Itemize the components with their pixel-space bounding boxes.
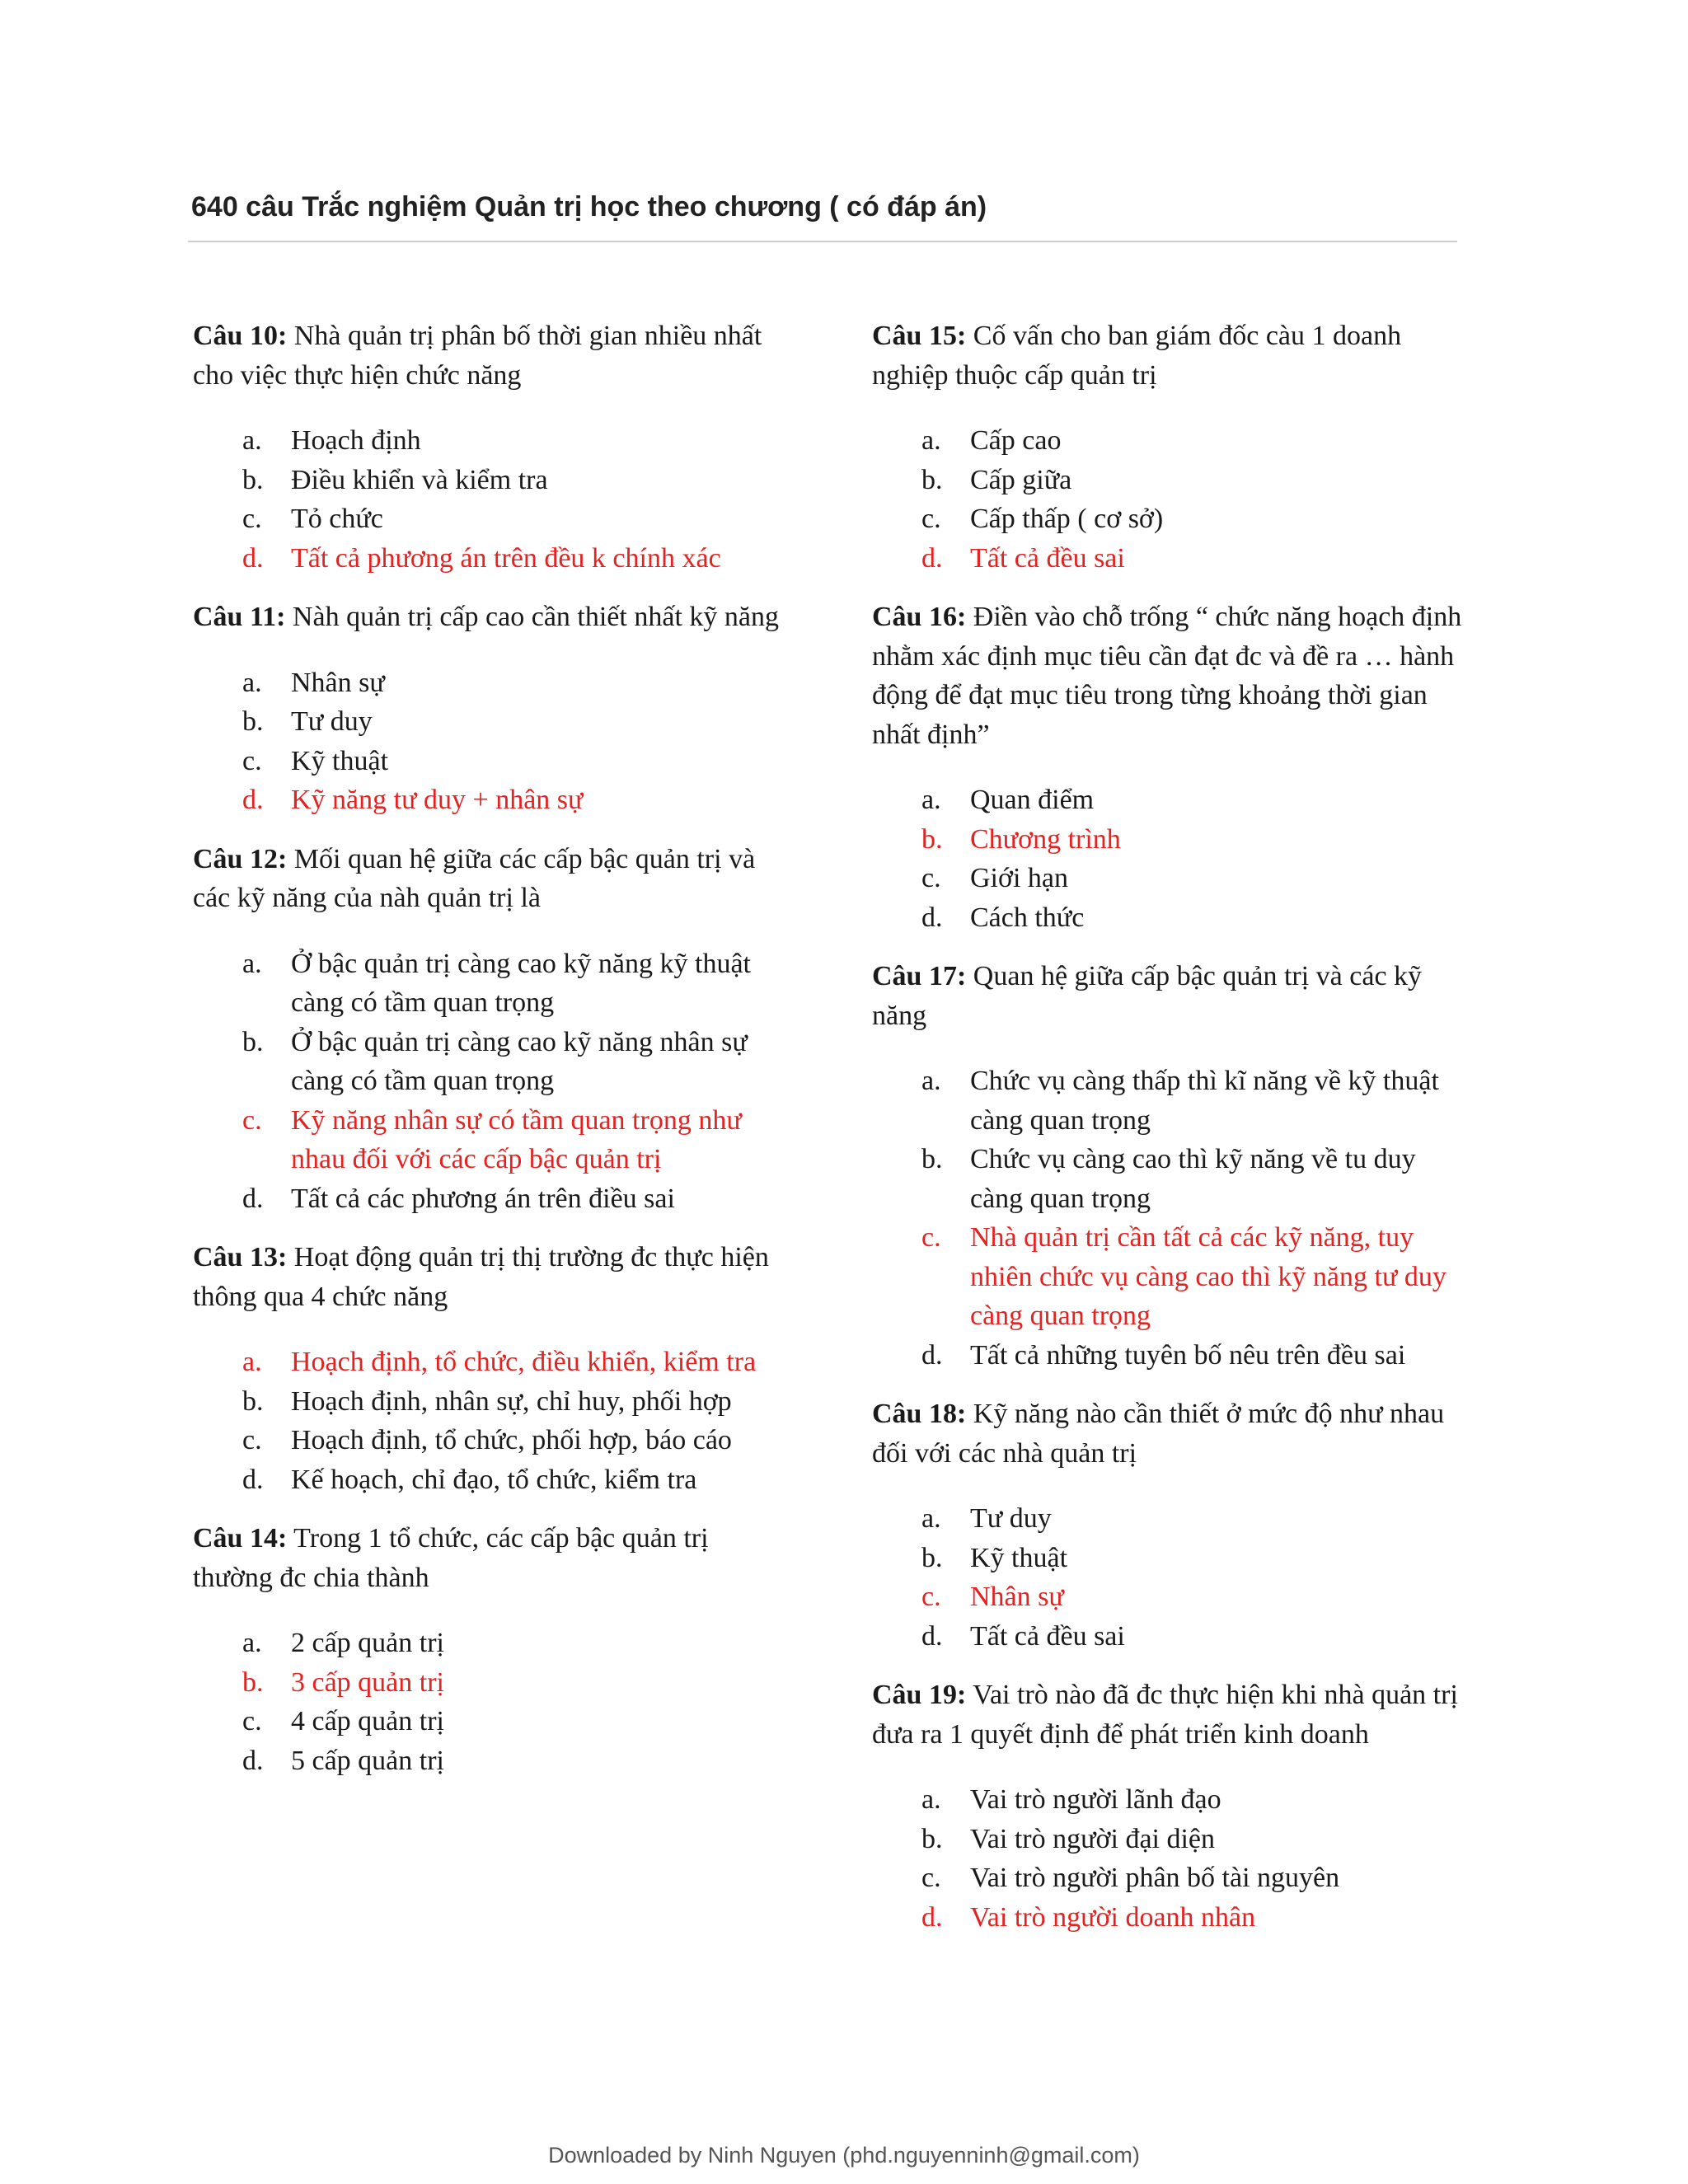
answer-option	[193, 1741, 795, 1781]
option-text: Kỹ năng tư duy + nhân sự	[291, 785, 584, 815]
option-letter: d.	[921, 542, 943, 574]
answer-options	[193, 421, 795, 578]
answer-options	[193, 1624, 795, 1780]
question-number: Câu 12:	[193, 843, 288, 874]
question-text	[193, 316, 795, 395]
question-number: Câu 16:	[872, 602, 967, 632]
question-text	[872, 1675, 1465, 1754]
answer-option	[872, 1539, 1465, 1578]
option-letter: b.	[921, 1542, 943, 1573]
option-letter: c.	[242, 1706, 262, 1736]
answer-options	[872, 780, 1465, 937]
answer-option	[193, 1460, 795, 1500]
option-letter: a.	[242, 1347, 262, 1377]
option-letter: d.	[242, 1464, 264, 1495]
download-footer: Downloaded by Ninh Nguyen (phd.nguyenninh@gmail.com)	[548, 2143, 1140, 2168]
answer-options	[872, 1499, 1465, 1656]
option-text: Ở bậc quản trị càng cao kỹ năng kỹ thuật càng có tầm quan trọng	[291, 948, 751, 1018]
question-text	[193, 598, 795, 637]
answer-option	[193, 499, 795, 539]
option-text: Cấp giữa	[970, 464, 1072, 495]
option-letter: a.	[242, 425, 262, 456]
answer-options	[872, 421, 1465, 578]
right-column	[872, 316, 1465, 1957]
option-text: Hoạch định, nhân sự, chỉ huy, phối hợp	[291, 1385, 732, 1417]
option-text: 2 cấp quản trị	[291, 1628, 444, 1658]
option-text: Hoạch định, tổ chức, phối hợp, báo cáo	[291, 1425, 732, 1455]
option-letter: a.	[242, 667, 262, 698]
option-text: Kỹ thuật	[970, 1542, 1068, 1573]
answer-option	[872, 780, 1465, 820]
question-block	[193, 316, 795, 578]
answer-options	[193, 944, 795, 1219]
question-block	[193, 1238, 795, 1499]
question-block	[193, 840, 795, 1219]
correct-answer-option	[872, 539, 1465, 579]
option-letter: b.	[242, 1385, 264, 1417]
option-text: Kỹ năng nhân sự có tầm quan trọng như nhau đối với các cấp bậc quản trị	[291, 1104, 742, 1174]
option-letter: d.	[242, 1745, 264, 1776]
question-block	[872, 1394, 1465, 1656]
option-letter: a.	[921, 425, 941, 456]
question-text	[193, 840, 795, 918]
question-text	[872, 316, 1465, 395]
question-block	[872, 316, 1465, 578]
option-letter: b.	[921, 464, 943, 495]
option-text: Hoạch định, tổ chức, điều khiển, kiểm tra	[291, 1347, 757, 1377]
option-letter: c.	[921, 863, 941, 893]
answer-option	[193, 663, 795, 703]
question-block	[872, 598, 1465, 937]
option-letter: c.	[921, 1222, 941, 1253]
option-text: Tất cả các phương án trên điều sai	[291, 1183, 675, 1214]
correct-answer-option	[193, 1663, 795, 1703]
option-text: Tất cả những tuyên bố nêu trên đều sai	[970, 1339, 1406, 1371]
option-letter: d.	[242, 785, 264, 815]
option-text: 4 cấp quản trị	[291, 1706, 444, 1736]
option-text: Chức vụ càng thấp thì kĩ năng về kỹ thuật càng quan trọng	[970, 1066, 1439, 1136]
option-letter: d.	[242, 542, 264, 574]
option-text: Kỹ thuật	[291, 745, 389, 776]
option-text: Giới hạn	[970, 863, 1069, 893]
option-letter: d.	[921, 1620, 943, 1652]
correct-answer-option	[193, 539, 795, 579]
option-letter: a.	[921, 785, 941, 815]
answer-option	[872, 461, 1465, 500]
option-text: Hoạch định	[291, 425, 421, 456]
question-prompt: Hoạt động quản trị thị trường đc thực hiện thông qua 4 chức năng	[193, 1242, 769, 1312]
answer-option	[872, 1062, 1465, 1140]
answer-option	[193, 944, 795, 1023]
question-prompt: Quan hệ giữa cấp bậc quản trị và các kỹ năng	[872, 961, 1423, 1031]
option-text: Tất cả đều sai	[970, 1620, 1125, 1652]
question-block	[193, 598, 795, 820]
question-number: Câu 13:	[193, 1242, 288, 1272]
option-letter: a.	[242, 948, 262, 979]
question-prompt: Nàh quản trị cấp cao cần thiết nhất kỹ năng	[285, 602, 779, 632]
question-text	[193, 1238, 795, 1316]
correct-answer-option	[872, 820, 1465, 860]
question-text	[872, 1394, 1465, 1473]
question-prompt: Kỹ năng nào cần thiết ở mức độ như nhau đối với các nhà quản trị	[872, 1399, 1445, 1469]
option-letter: c.	[242, 504, 262, 534]
question-number: Câu 15:	[872, 321, 967, 351]
option-letter: b.	[921, 1144, 943, 1174]
option-letter: c.	[921, 1582, 941, 1612]
option-text: Tư duy	[970, 1503, 1052, 1534]
option-text: Tư duy	[291, 706, 373, 737]
option-text: Vai trò người đại diện	[970, 1823, 1216, 1854]
answer-options	[872, 1062, 1465, 1375]
answer-option	[193, 421, 795, 461]
option-text: Tỏ chức	[291, 504, 383, 534]
option-text: Vai trò người phân bố tài nguyên	[970, 1863, 1340, 1893]
answer-option	[872, 1140, 1465, 1218]
option-letter: d.	[921, 902, 943, 933]
question-number: Câu 17:	[872, 961, 967, 991]
option-letter: b.	[921, 823, 943, 855]
option-text: Kế hoạch, chỉ đạo, tổ chức, kiểm tra	[291, 1464, 697, 1495]
option-text: Ở bậc quản trị càng cao kỹ năng nhân sự càng có tầm quan trọng	[291, 1026, 748, 1096]
option-text: 5 cấp quản trị	[291, 1745, 444, 1776]
left-column	[193, 316, 795, 1800]
option-text: Điều khiển và kiểm tra	[291, 464, 548, 495]
correct-answer-option	[193, 780, 795, 820]
option-text: Cách thức	[970, 902, 1085, 933]
correct-answer-option	[193, 1343, 795, 1382]
answer-option	[193, 1624, 795, 1663]
option-text: Chương trình	[970, 823, 1121, 855]
option-letter: c.	[921, 1863, 941, 1893]
question-number: Câu 14:	[193, 1523, 288, 1554]
answer-options	[872, 1780, 1465, 1937]
answer-option	[193, 461, 795, 500]
page-title: 640 câu Trắc nghiệm Quản trị học theo chương ( có đáp án)	[191, 191, 987, 223]
question-block	[193, 1519, 795, 1780]
question-number: Câu 10:	[193, 321, 288, 351]
option-text: Vai trò người doanh nhân	[970, 1901, 1256, 1933]
question-prompt: Cố vấn cho ban giám đốc càu 1 doanh nghiệp thuộc cấp quản trị	[872, 321, 1402, 391]
option-letter: c.	[242, 1425, 262, 1455]
option-letter: d.	[921, 1339, 943, 1371]
option-letter: a.	[921, 1503, 941, 1534]
option-letter: a.	[242, 1628, 262, 1658]
answer-option	[872, 499, 1465, 539]
answer-option	[872, 859, 1465, 898]
question-prompt: Nhà quản trị phân bố thời gian nhiều nhất cho việc thực hiện chức năng	[193, 321, 762, 391]
option-letter: b.	[242, 1026, 264, 1057]
answer-option	[872, 1617, 1465, 1657]
answer-options	[193, 1343, 795, 1499]
option-text: Nhân sự	[291, 667, 385, 698]
answer-option	[193, 702, 795, 742]
answer-option	[872, 1858, 1465, 1898]
option-letter: a.	[921, 1066, 941, 1096]
option-letter: b.	[242, 464, 264, 495]
option-letter: b.	[921, 1823, 943, 1854]
answer-options	[193, 663, 795, 820]
question-number: Câu 18:	[872, 1399, 967, 1429]
option-text: Nhà quản trị cần tất cả các kỹ năng, tuy nhiên chức vụ càng cao thì kỹ năng tư duy càng quan trọng	[970, 1222, 1447, 1331]
header-divider	[188, 241, 1457, 242]
question-prompt: Vai trò nào đã đc thực hiện khi nhà quản trị đưa ra 1 quyết định để phát triển kinh doanh	[872, 1680, 1458, 1750]
answer-option	[193, 1023, 795, 1101]
question-text	[872, 598, 1465, 754]
option-letter: d.	[242, 1183, 264, 1214]
question-number: Câu 11:	[193, 602, 286, 632]
option-text: Cấp cao	[970, 425, 1062, 456]
option-text: 3 cấp quản trị	[291, 1666, 444, 1698]
question-prompt: Điền vào chỗ trống “ chức năng hoạch định nhằm xác định mục tiêu cần đạt đc và đề ra … hành động để đạt mục tiêu trong từng khoảng thời gian nhất định”	[872, 602, 1462, 750]
answer-option	[872, 1499, 1465, 1539]
question-text	[193, 1519, 795, 1597]
option-text: Tất cả đều sai	[970, 542, 1125, 574]
answer-option	[872, 1336, 1465, 1376]
answer-option	[193, 1382, 795, 1422]
answer-option	[872, 1820, 1465, 1859]
question-number: Câu 19:	[872, 1680, 967, 1710]
option-letter: b.	[242, 706, 264, 737]
option-letter: b.	[242, 1666, 264, 1698]
option-text: Tất cả phương án trên đều k chính xác	[291, 542, 721, 574]
correct-answer-option	[872, 1218, 1465, 1336]
question-block	[872, 1675, 1465, 1937]
answer-option	[872, 898, 1465, 938]
answer-option	[872, 421, 1465, 461]
option-text: Quan điểm	[970, 785, 1095, 815]
question-text	[872, 957, 1465, 1035]
option-letter: c.	[242, 745, 262, 776]
option-letter: c.	[921, 504, 941, 534]
option-text: Nhân sự	[970, 1582, 1064, 1612]
answer-option	[193, 1702, 795, 1741]
answer-option	[193, 1179, 795, 1219]
option-letter: c.	[242, 1104, 262, 1136]
question-prompt: Trong 1 tổ chức, các cấp bậc quản trị thường đc chia thành	[193, 1523, 709, 1593]
answer-option	[872, 1780, 1465, 1820]
answer-option	[193, 742, 795, 781]
answer-option	[193, 1421, 795, 1460]
option-text: Vai trò người lãnh đạo	[970, 1784, 1221, 1815]
correct-answer-option	[193, 1101, 795, 1179]
question-block	[872, 957, 1465, 1375]
option-text: Chức vụ càng cao thì kỹ năng về tu duy càng quan trọng	[970, 1144, 1416, 1214]
option-letter: d.	[921, 1901, 943, 1933]
option-letter: a.	[921, 1784, 941, 1815]
question-prompt: Mối quan hệ giữa các cấp bậc quản trị và các kỹ năng của nàh quản trị là	[193, 843, 756, 913]
correct-answer-option	[872, 1898, 1465, 1938]
correct-answer-option	[872, 1577, 1465, 1617]
option-text: Cấp thấp ( cơ sở)	[970, 504, 1164, 534]
